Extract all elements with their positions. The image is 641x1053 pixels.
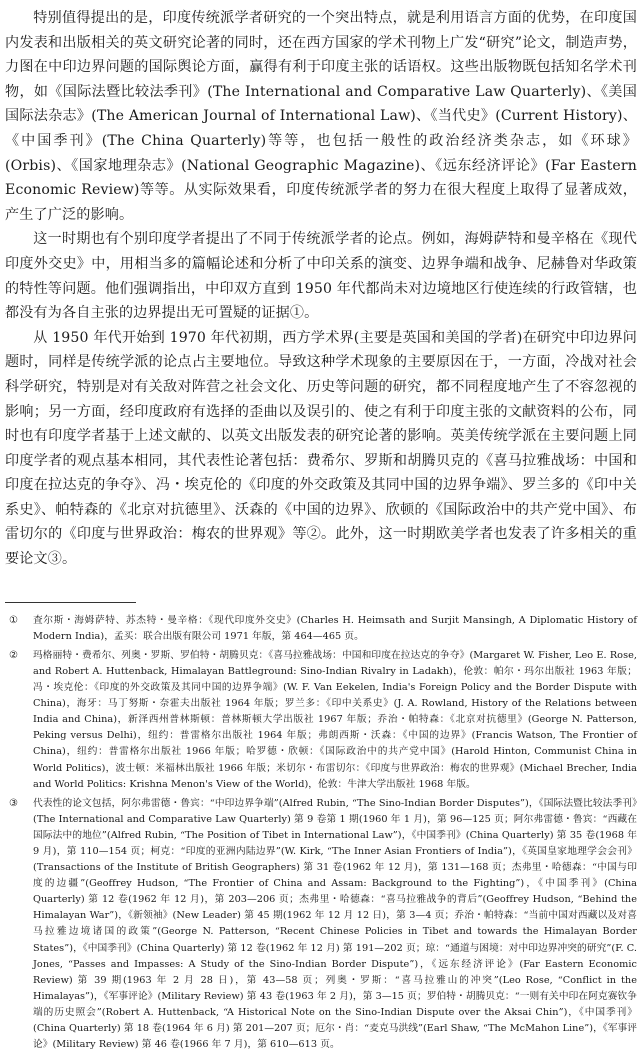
footnote-divider <box>5 602 136 603</box>
footnotes <box>5 613 637 1053</box>
footnote-text: 代表性的论文包括，阿尔弗雷德・鲁宾：“中印边界争端”(Alfred Rubin, “The Sino-Indian Border Disputes”)，《国际法暨比较法季刊》(The International and Comparative Law Quarterly) 第 9 卷第 1 期(1960 年 1 月)，第 96—125 页；阿尔弗雷德・鲁宾：“西藏在国际法中的地位”(Alfred Rubin, “The Position of Tibet in International Law”)，《中国季刊》(China Quarterly) 第 35 卷(1968 年 9 月)，第 110—154 页；柯克：“印度的亚洲内陆边界”(W. Kirk, “The Inner Asian Frontiers of India”)，《英国皇家地理学会会刊》(Transactions of the Institute of British Geographers) 第 31 卷(1962 年 12 月)，第 131—168 页；杰弗里・哈德森：“中国与印度的边疆”(Geoffrey Hudson, “The Frontier of China and Assam: Background to the Fighting”)，《中国季刊》(China Quarterly) 第 12 卷(1962 年 12 月)，第 203—206 页；杰弗里・哈德森：“喜马拉雅战争的背后”(Geoffrey Hudson, “Behind the Himalayan War”)，《新领袖》(New Leader) 第 45 期(1962 年 12 月 12 日)，第 3—4 页；乔治・帕特森：“当前中国对西藏以及对喜马拉雅边境诸国的政策”(George N. Patterson, “Recent Chinese Policies in Tibet and towards the Himalayan Border States”)，《中国季刊》(China Quarterly) 第 12 卷(1962 年 12 月) 第 191—202 页；琼：“通道与困境：对中印边界冲突的研究”(F. C. Jones, “Passes and Impasses: A Study of the Sino-Indian Border Dispute”)，《远东经济评论》(Far Eastern Economic Review) 第 39 期(1963 年 2 月 28 日)，第 43—58 页；列奥・罗斯：“喜马拉雅山的冲突”(Leo Rose, “Conflict in the Himalayas”)，《军事评论》(Military Review) 第 43 卷(1963 年 2 月)，第 3—15 页；罗伯特・胡腾贝克：“一则有关中印在阿克赛钦争端的历史照会”(Robert A. Huttenback, “A Historical Note on the Sino-Indian Dispute over the Aksai Chin”)，《中国季刊》(China Quarterly) 第 18 卷(1964 年 6 月) 第 201—207 页；厄尔・肖：“麦克马洪线”(Earl Shaw, “The McMahon Line”)，《军事评论》(Military Review) 第 46 卷(1966 年 7 月)，第 610—613 页。 <box>33 797 637 1051</box>
footnote-marker: ③ <box>9 797 18 809</box>
footnote-3 <box>9 796 637 1053</box>
footnote-2 <box>9 648 637 793</box>
footnote-text: 玛格丽特・费希尔、列奥・罗斯、罗伯特・胡腾贝克：《喜马拉雅战场：中国和印度在拉达克的争夺》(Margaret W. Fisher, Leo E. Rose, and Robert A. Huttenback, Himalayan Battleground: Sino-Indian Rivalry in Ladakh)，伦敦：帕尔・玛尔出版社 1963 年版；冯・埃克伦：《印度的外交政策及其同中国的边界争端》(W. F. Van Eekelen, India's Foreign Policy and the Border Dispute with China)，海牙：马丁努斯・奈霍夫出版社 1964 年版；罗兰多：《印中关系史》(J. A. Rowland, History of the Relations between India and China)，新泽西州普林斯顿：普林斯顿大学出版社 1967 年版；乔治・帕特森：《北京对抗德里》(George N. Patterson, Peking versus Delhi)，纽约：普雷格尔出版社 1964 年版；弗朗西斯・沃森：《中国的边界》(Francis Watson, The Frontier of China)，纽约：普雷格尔出版社 1966 年版；哈罗德・欣顿：《国际政治中的共产党中国》(Harold Hinton, Communist China in World Politics)，波士顿：米福林出版社 1966 年版；米切尔・布雷切尔：《印度与世界政治：梅农的世界观》(Michael Brecher, India and World Politics: Krishna Menon's View of the World)，伦敦：牛津大学出版社 1968 年版。 <box>33 649 637 790</box>
footnote-marker: ② <box>9 649 18 661</box>
main-body <box>5 6 637 572</box>
body-paragraph-1: 特别值得提出的是，印度传统派学者研究的一个突出特点，就是利用语言方面的优势，在印度国内发表和出版相关的英文研究论著的同时，还在西方国家的学术刊物上广发“研究”论文，制造声势，力图在中印边界问题的国际舆论方面，赢得有利于印度主张的话语权。这些出版物既包括知名学术刊物，如《国际法暨比较法季刊》(The International and Comparative Law Quarterly)、《美国国际法杂志》(The American Journal of International Law)、《当代史》(Current History)、《中国季刊》(The China Quarterly)等等，也包括一般性的政治经济类杂志，如《环球》(Orbis)、《国家地理杂志》(National Geographic Magazine)、《远东经济评论》(Far Eastern Economic Review)等等。从实际效果看，印度传统派学者的努力在很大程度上取得了显著成效，产生了广泛的影响。 <box>5 10 637 223</box>
body-paragraph-3: 从 1950 年代开始到 1970 年代初期，西方学术界(主要是英国和美国的学者)在研究中印边界问题时，同样是传统学派的论点占主要地位。导致这种学术现象的主要原因在于，一方面，冷战对社会科学研究，特别是对有关敌对阵营之社会文化、历史等问题的研究，都不同程度地产生了不容忽视的影响；另一方面，经印度政府有选择的歪曲以及误引的、使之有利于印度主张的文献资料的公布，同时也有印度学者基于上述文献的、以英文出版发表的研究论著的影响。英美传统学派在主要问题上同印度学者的观点基本相同，其代表性论著包括：费希尔、罗斯和胡腾贝克的《喜马拉雅战场：中国和印度在拉达克的争夺》、冯・埃克伦的《印度的外交政策及其同中国的边界争端》、罗兰多的《印中关系史》、帕特森的《北京对抗德里》、沃森的《中国的边界》、欣顿的《国际政治中的共产党中国》、布雷切尔的《印度与世界政治：梅农的世界观》等②。此外，这一时期欧美学者也发表了许多相关的重要论文③。 <box>5 329 637 568</box>
body-paragraph-2: 这一时期也有个别印度学者提出了不同于传统派学者的论点。例如，海姆萨特和曼辛格在《现代印度外交史》中，用相当多的篇幅论述和分析了中印关系的演变、边界争端和战争、尼赫鲁对华政策的特性等问题。他们强调指出，中印双方直到 1950 年代都尚未对边境地区行使连续的行政管辖，也都没有为各自主张的边界提出无可置疑的证据①。 <box>5 231 637 322</box>
footnote-1 <box>9 613 637 645</box>
footnote-marker: ① <box>9 614 18 626</box>
footnote-text: 査尔斯・海姆萨特、苏杰特・曼辛格：《现代印度外交史》(Charles H. Heimsath and Surjit Mansingh, A Diplomatic History of Modern India)，孟买：联合出版有限公司 1971 年版，第 464—465 页。 <box>33 614 637 642</box>
